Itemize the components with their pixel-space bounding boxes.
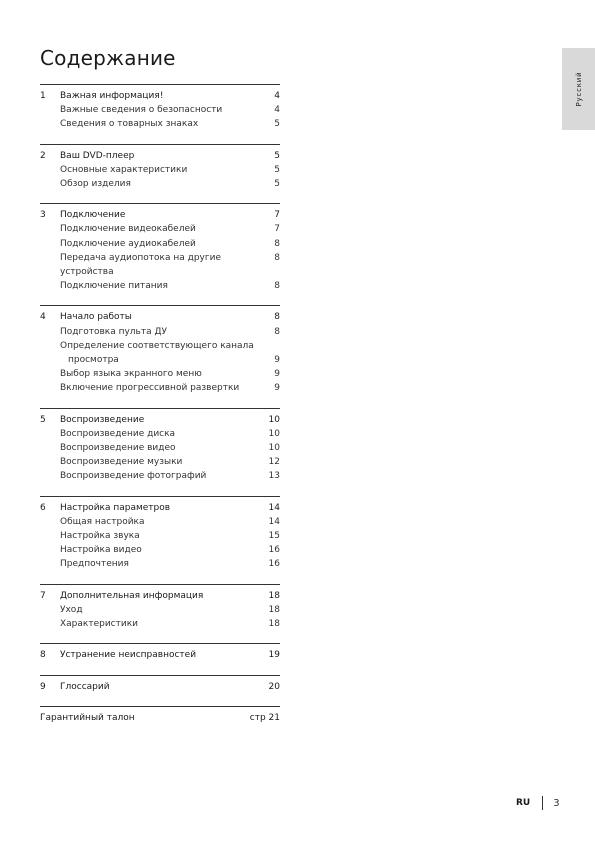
- toc-subentry-title: Подключение питания: [60, 281, 168, 292]
- toc-subentry-page: 10: [268, 428, 280, 439]
- toc-subentry-page: 18: [268, 604, 280, 615]
- toc-subentry-title: Сведения о товарных знаках: [60, 119, 199, 130]
- language-tab: [562, 48, 595, 130]
- toc-chapter-title: Дополнительная информация: [60, 590, 204, 601]
- toc-chapter-page: 20: [268, 681, 280, 692]
- toc-chapter-row[interactable]: [40, 89, 280, 103]
- toc-chapter-title: Воспроизведение: [60, 414, 145, 425]
- toc-subentry-row[interactable]: [40, 251, 280, 279]
- toc-subentry-row[interactable]: [40, 603, 280, 617]
- toc-subentry-row[interactable]: [40, 177, 280, 191]
- toc-subentry-title: Подключение аудиокабелей: [60, 238, 196, 249]
- toc-subentry-title: Настройка видео: [60, 545, 142, 556]
- toc-subentry-page: 15: [268, 531, 280, 542]
- toc-chapter-title: Ваш DVD-плеер: [60, 150, 135, 161]
- toc-chapter-title: Начало работы: [60, 312, 132, 323]
- toc-chapter-page: 8: [274, 312, 280, 323]
- toc-subentry-title: Воспроизведение фотографий: [60, 471, 207, 482]
- toc-warranty-page: стр 21: [249, 712, 280, 723]
- toc-subentry-title: Определение соответствующего канала: [60, 340, 254, 351]
- toc-chapter-title: Глоссарий: [60, 681, 110, 692]
- toc-chapter-page: 5: [274, 150, 280, 161]
- toc-chapter-page: 7: [274, 210, 280, 221]
- toc-chapter-page: 14: [268, 502, 280, 513]
- toc-chapter-number: 2: [40, 150, 46, 161]
- toc-chapter-number: 7: [40, 590, 46, 601]
- toc-subentry-title: Обзор изделия: [60, 179, 131, 190]
- toc-subentry-title: Подключение видеокабелей: [60, 224, 196, 235]
- toc-chapter-row[interactable]: [40, 680, 280, 694]
- toc-warranty: [40, 706, 280, 725]
- toc-subentry-page: 9: [274, 355, 280, 366]
- toc-section: [40, 203, 280, 293]
- toc-subentry-title: Важные сведения о безопасности: [60, 105, 223, 116]
- toc-chapter-row[interactable]: [40, 648, 280, 662]
- toc-subentry-row[interactable]: [40, 557, 280, 571]
- toc-section: [40, 84, 280, 132]
- toc-subentry-page: 9: [274, 369, 280, 380]
- toc-subentry-row[interactable]: [40, 455, 280, 469]
- toc-subentry-title: Общая настройка: [60, 516, 145, 527]
- toc-subentry-title: Воспроизведение видео: [60, 443, 176, 454]
- toc-chapter-title: Устранение неисправностей: [60, 650, 197, 661]
- toc-warranty-label: Гарантийный талон: [40, 712, 135, 723]
- page-title: Содержание: [40, 46, 176, 70]
- footer-divider: [542, 796, 543, 810]
- toc-section: [40, 305, 280, 395]
- toc-subentry-page: 13: [268, 471, 280, 482]
- toc-chapter-row[interactable]: [40, 501, 280, 515]
- toc-subentry-title: просмотра: [68, 355, 119, 366]
- toc-subentry-row[interactable]: [40, 222, 280, 236]
- toc-subentry-row[interactable]: [40, 543, 280, 557]
- toc-subentry-page: 14: [268, 516, 280, 527]
- footer-language: RU: [516, 798, 531, 808]
- toc-subentry-page: 5: [274, 119, 280, 130]
- toc-chapter-title: Подключение: [60, 210, 126, 221]
- language-tab-label: Русский: [574, 71, 583, 107]
- toc-section: [40, 144, 280, 192]
- toc-subentry-row[interactable]: [40, 339, 280, 353]
- toc-subentry-title: Воспроизведение диска: [60, 428, 176, 439]
- toc-chapter-number: 8: [40, 650, 46, 661]
- toc-chapter-row[interactable]: [40, 413, 280, 427]
- toc-subentry-page: 16: [268, 559, 280, 570]
- toc-subentry-page: 5: [274, 179, 280, 190]
- toc-subentry-row[interactable]: [40, 529, 280, 543]
- footer-page-number: 3: [553, 797, 560, 809]
- toc-chapter-number: 6: [40, 502, 46, 513]
- toc-chapter-title: Настройка параметров: [60, 502, 171, 513]
- toc-subentry-page: 8: [274, 281, 280, 292]
- toc-subentry-row[interactable]: [40, 325, 280, 339]
- toc-subentry-row[interactable]: [40, 367, 280, 381]
- toc-subentry-title: Подготовка пульта ДУ: [60, 326, 167, 337]
- toc-chapter-page: 19: [268, 650, 280, 661]
- toc-subentry-page: 12: [268, 457, 280, 468]
- toc-chapter-number: 5: [40, 414, 46, 425]
- toc-subentry-page: 18: [268, 619, 280, 630]
- toc-subentry-page: 9: [274, 383, 280, 394]
- toc-chapter-title: Важная информация!: [60, 91, 164, 101]
- toc-subentry-row[interactable]: [40, 427, 280, 441]
- toc-subentry-row[interactable]: [40, 103, 280, 117]
- toc-subentry-row[interactable]: [40, 117, 280, 131]
- toc-subentry-page: 8: [274, 252, 280, 263]
- table-of-contents: [40, 84, 280, 725]
- toc-subentry-row[interactable]: [40, 279, 280, 293]
- toc-subentry-page: 7: [274, 224, 280, 235]
- toc-subentry-row[interactable]: [40, 237, 280, 251]
- toc-subentry-title: Настройка звука: [60, 531, 140, 542]
- toc-subentry-page: 8: [274, 238, 280, 249]
- toc-subentry-title: Характеристики: [60, 619, 139, 630]
- toc-subentry-title: Выбор языка экранного меню: [60, 369, 202, 380]
- toc-chapter-page: 4: [274, 91, 280, 101]
- toc-chapter-row[interactable]: [40, 149, 280, 163]
- toc-subentry-page: 8: [274, 326, 280, 337]
- toc-subentry-title: Передача аудиопотока на другие устройства: [60, 252, 221, 278]
- toc-subentry-row[interactable]: [40, 381, 280, 395]
- page-footer: [516, 796, 560, 810]
- toc-warranty-row[interactable]: [40, 711, 280, 725]
- toc-section: [40, 643, 280, 662]
- toc-chapter-page: 18: [268, 590, 280, 601]
- toc-subentry-row[interactable]: [40, 617, 280, 631]
- toc-chapter-number: 1: [40, 91, 46, 101]
- toc-chapter-row[interactable]: [40, 310, 280, 324]
- toc-chapter-number: 9: [40, 681, 46, 692]
- toc-subentry-page: 16: [268, 545, 280, 556]
- toc-subentry-title: Воспроизведение музыки: [60, 457, 183, 468]
- toc-subentry-row[interactable]: [40, 469, 280, 483]
- toc-section: [40, 408, 280, 484]
- toc-subentry-title: Включение прогрессивной развертки: [60, 383, 240, 394]
- toc-subentry-page: 5: [274, 164, 280, 175]
- toc-subentry-page: 10: [268, 443, 280, 454]
- toc-sections: [40, 84, 280, 694]
- toc-subentry-row[interactable]: [40, 163, 280, 177]
- toc-subentry-title: Основные характеристики: [60, 164, 188, 175]
- toc-subentry-title: Предпочтения: [60, 559, 129, 570]
- toc-section: [40, 675, 280, 694]
- toc-chapter-number: 3: [40, 210, 46, 221]
- toc-chapter-page: 10: [268, 414, 280, 425]
- toc-subentry-row[interactable]: [40, 441, 280, 455]
- toc-section: [40, 584, 280, 632]
- toc-chapter-number: 4: [40, 312, 46, 323]
- toc-section: [40, 496, 280, 572]
- toc-subentry-title: Уход: [60, 604, 83, 615]
- toc-subentry-row[interactable]: [40, 353, 280, 367]
- toc-subentry-page: 4: [274, 105, 280, 116]
- toc-subentry-row[interactable]: [40, 515, 280, 529]
- toc-chapter-row[interactable]: [40, 208, 280, 222]
- toc-chapter-row[interactable]: [40, 589, 280, 603]
